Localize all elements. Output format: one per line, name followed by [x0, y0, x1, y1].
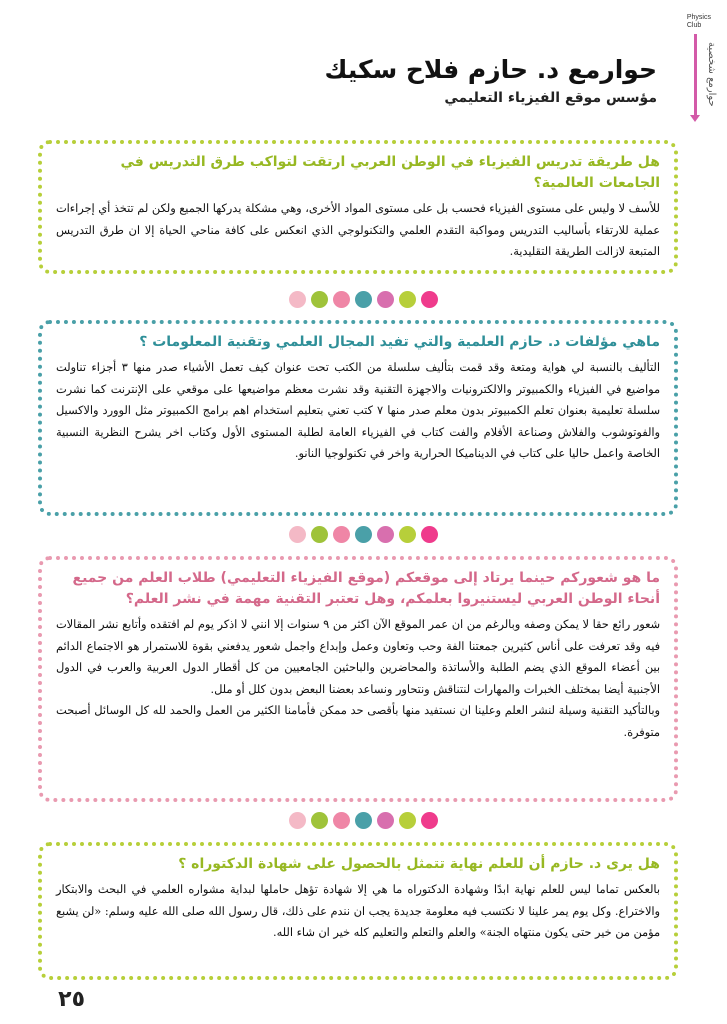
divider-dot — [289, 526, 306, 543]
qa-box-4 — [38, 842, 678, 980]
answer-2: التأليف بالنسبة لي هواية ومتعة وقد قمت بتأليف سلسلة من الكتب تحت عنوان كيف تعمل الأشياء صدر منها ٣ أجزاء تناولت مواضيع في الفيزياء والكمبيوتر والالكترونيات والاجهزة التقنية وقد نشرت معظم مواضيعها على موقعي على الإنترنت كما نشرت سلسلة تعليمية بعنوان تعلم الكمبيوتر بدون معلم صدر منها ٧ كتب تعني بتعليم استخدام اهم برامج الكمبيوتر مثل الوورد والاكسيل والفوتوشوب والفلاش وصناعة الأفلام والفت كتاب في الفيزياء العامة لطلبة المستوى الأول وكتاب اخر يشرح النظرية النسبية الخاصة واعمل حاليا على كتاب في الديناميكا الحرارية واخر في تكنولوجيا النانو. — [56, 361, 660, 460]
qa-box-3 — [38, 556, 678, 802]
dot-divider-1 — [0, 291, 727, 308]
divider-dot — [333, 812, 350, 829]
divider-dot — [377, 291, 394, 308]
divider-dot — [311, 526, 328, 543]
divider-dot — [311, 291, 328, 308]
dot-divider-2 — [0, 526, 727, 543]
divider-dot — [333, 291, 350, 308]
question-1: هل طريقة تدريس الفيزياء في الوطن العربي ارتقت لتواكب طرق التدريس في الجامعات العالمية؟ — [120, 154, 660, 191]
divider-dot — [399, 812, 416, 829]
divider-dot — [355, 291, 372, 308]
divider-dot — [289, 291, 306, 308]
divider-dot — [421, 812, 438, 829]
divider-dot — [377, 526, 394, 543]
divider-dot — [333, 526, 350, 543]
divider-dot — [421, 291, 438, 308]
question-2: ماهي مؤلفات د. حازم العلمية والتي تفيد المجال العلمي وتقنية المعلومات ؟ — [139, 334, 660, 350]
page-subtitle: مؤسس موقع الفيزياء التعليمي — [444, 90, 657, 106]
divider-dot — [355, 812, 372, 829]
answer-3: شعور رائع حقا لا يمكن وصفه وبالرغم من ان عمر الموقع الآن اكثر من ٩ سنوات إلا انني لا اذكر يوم لم افتقده وأتابع نشر المقالات فيه وقد تعرفت على أناس كثيرين جمعتنا الفة وحب وتعاون وعمل وإبداع واجمل شعور يدفعني بقوة للاستمرار هو الاجتماع الدائم بين أعضاء الموقع الذي يضم الطلبة والأساتذة والمحاضرين والباحثين الجامعيين من كل أقطار الدول العربية والعرب في الدول الأجنبية أيضا بمختلف الخبرات والمهارات لنتناقش ونتحاور ونساعد بعضنا البعض بدون كلل أو ملل. — [56, 618, 661, 696]
page-title: حوارمع د. حازم فلاح سكيك — [324, 55, 657, 84]
question-4: هل يرى د. حازم أن للعلم نهاية تتمثل بالحصول على شهادة الدكتوراه ؟ — [178, 856, 660, 872]
dot-divider-3 — [0, 812, 727, 829]
divider-dot — [399, 526, 416, 543]
answer-3-continued: وبالتأكيد التقنية وسيلة لنشر العلم وعلينا ان نستفيد منها بأقصى حد ممكن فأمامنا الكثير من العمل والحمد لله كل الوسائل أصبحت متوفرة. — [56, 704, 660, 739]
divider-dot — [289, 812, 306, 829]
answer-4: بالعكس تماما ليس للعلم نهاية ابدًا وشهادة الدكتوراه ما هي إلا شهادة تؤهل حاملها لبداية مشواره العلمي في البحث والابتكار والاختراع. وكل يوم يمر علينا لا نكتسب فيه معلومة جديدة يجب ان نندم على ذلك، قال رسول الله صلى الله عليه وسلم: «لن يشبع مؤمن من خير حتى يكون منتهاه الجنة» والعلم والتعلم والتعليم كله خير ان شاء الله. — [56, 883, 660, 939]
answer-1: للأسف لا وليس على مستوى الفيزياء فحسب بل على مستوى المواد الأخرى، وهي مشكلة يدركها الجميع ولكن لم تتخذ أي إجراءات عملية للارتقاء بأساليب التدريس ومواكبة التقدم العلمي والتكنولوجي الذي انعكس على كافة مناحي الحياة إلا ان طرق التدريس المتبعة لازالت الطريقة التقليدية. — [56, 202, 660, 258]
page-number: ٢٥ — [58, 987, 85, 1012]
physics-club-logo — [683, 4, 721, 124]
divider-dot — [355, 526, 372, 543]
qa-box-2 — [38, 320, 678, 516]
logo-club-text: Physics Club — [686, 14, 711, 29]
divider-dot — [421, 526, 438, 543]
question-3: ما هو شعوركم حينما يرتاد إلى موقعكم (موقع الفيزياء التعليمي) طلاب العلم من جميع أنحاء الوطن العربي ليستنيروا بعلمكم، وهل تعتبر التقنية مهمة في نشر العلم؟ — [72, 570, 660, 607]
qa-box-1 — [38, 140, 678, 274]
logo-section-label: حوارمع شخصية — [706, 42, 717, 107]
divider-dot — [399, 291, 416, 308]
divider-dot — [311, 812, 328, 829]
divider-dot — [377, 812, 394, 829]
logo-arrow-icon — [694, 34, 697, 116]
article-header — [325, 52, 657, 106]
